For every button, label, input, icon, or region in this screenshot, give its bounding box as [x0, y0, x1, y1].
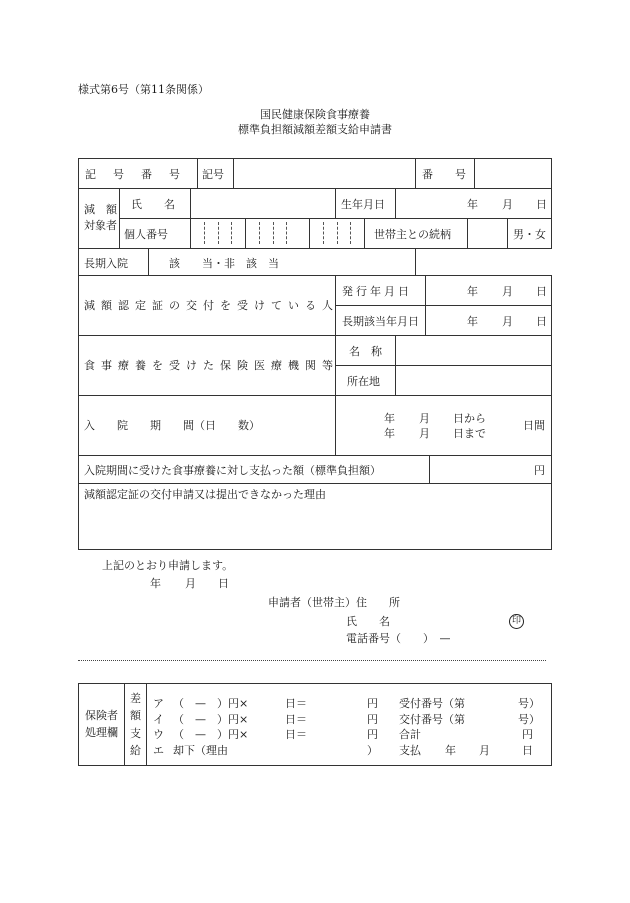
seibetsu-label: 男・女 [513, 228, 546, 241]
row-kigou-bangou [79, 159, 552, 189]
bangou-label: 番 号 [422, 168, 466, 181]
row-gengaku-taishousha [79, 189, 552, 249]
row-nyuin-kikan [79, 396, 552, 456]
line-b-mark: イ [153, 713, 164, 726]
nichikan-unit: 日間 [523, 419, 545, 432]
row-shiharai-gaku [79, 456, 552, 484]
line-a-mark: ア [153, 697, 164, 710]
shiharai-yen-unit: 円 [534, 464, 545, 477]
line-b-yen: 円 [367, 713, 378, 726]
apply-year: 年 [150, 577, 161, 590]
kigou-label: 記号 [202, 168, 224, 181]
chouki-month: 月 [502, 315, 513, 328]
line-a-yen: 円 [367, 697, 378, 710]
form-number: 様式第6号（第11条関係） [78, 83, 209, 96]
sagaku-char-3: 支 [130, 726, 141, 740]
line-c-days: 日＝ [285, 728, 307, 741]
row-iryou-kikan [79, 336, 552, 396]
to-month: 月 [419, 427, 430, 440]
kyakka-end: ） [367, 744, 378, 757]
choukigaitou-label: 長期該当年月日 [342, 315, 419, 328]
apply-day: 日 [218, 577, 229, 590]
to-year: 年 [384, 427, 395, 440]
kyakka-label: 却下（理由 [173, 744, 228, 757]
from-month: 月 [419, 412, 430, 425]
uketsuke-label: 受付番号（第 [399, 697, 465, 710]
birth-year-unit: 年 [467, 198, 478, 211]
zokugara-label: 世帯主との続柄 [374, 228, 451, 241]
line-a-days: 日＝ [285, 697, 307, 710]
title-line-2: 標準負担額減額差額支給申請書 [238, 123, 392, 136]
row-gengaku-ninteishou [79, 276, 552, 336]
shimei-label: 氏 名 [131, 198, 175, 211]
birth-day-unit: 日 [536, 198, 547, 211]
shiharai-year: 年 [445, 744, 456, 757]
seinengappi-label: 生年月日 [341, 198, 385, 211]
taishousha-label: 対象者 [84, 219, 117, 232]
birth-month-unit: 月 [502, 198, 513, 211]
kigou-cell[interactable] [198, 159, 416, 189]
row-chouki-nyuin [79, 249, 552, 276]
hi-made: 日まで [453, 427, 486, 440]
sagaku-char-4: 給 [130, 743, 141, 757]
sagaku-char-2: 額 [130, 709, 141, 723]
sagaku-char-1: 差 [130, 692, 141, 706]
nyuin-kikan-label: 入 院 期 間（日 数） [84, 419, 260, 432]
shinseisha-name-label: 氏 名 [346, 615, 390, 628]
goukei-label: 合計 [399, 728, 421, 741]
line-c-yen: 円 [367, 728, 378, 741]
hakkou-label: 発行年月日 [342, 285, 412, 298]
line-b-formula: （ — ）円× [173, 713, 249, 726]
line-c-mark: ウ [153, 728, 164, 741]
ninteishou-label: 減額認定証の交付を受けている人 [84, 299, 339, 312]
uketsuke-gou: 号） [518, 697, 540, 710]
line-c-formula: （ — ）円× [173, 728, 249, 741]
shiharai-gaku-label: 入院期間に受けた食事療養に対し支払った額（標準負担額） [84, 464, 381, 477]
koufu-gou: 号） [518, 713, 540, 726]
meishou-label: 名 称 [349, 345, 382, 358]
insurer-detail-cell [147, 684, 552, 766]
title-line-1: 国民健康保険食事療養 [260, 108, 370, 121]
insurer-label-2: 処理欄 [85, 725, 118, 739]
line-b-days: 日＝ [285, 713, 307, 726]
shiharai-month: 月 [479, 744, 490, 757]
apply-month: 月 [185, 577, 196, 590]
hakkou-year: 年 [467, 285, 478, 298]
insurer-table [78, 683, 552, 766]
chouki-day: 日 [536, 315, 547, 328]
gengaku-label: 減 額 [84, 203, 117, 216]
hakkou-day: 日 [536, 285, 547, 298]
cut-line [78, 660, 546, 661]
denwa-label: 電話番号（ ） — [346, 632, 451, 645]
shinseisha-address-label: 申請者（世帯主）住 所 [268, 596, 400, 609]
koufu-label: 交付番号（第 [399, 713, 465, 726]
kigou-bangou-label: 記 号 番 号 [79, 159, 198, 189]
goukei-yen: 円 [522, 728, 533, 741]
insurer-label-cell [79, 684, 125, 766]
seal-icon: 印 [509, 614, 524, 629]
gaitou-option[interactable]: 該 当・非 該 当 [169, 257, 279, 270]
iryou-kikan-label: 食事療養を受けた保険医療機関等 [84, 359, 339, 372]
row-riyuu [79, 484, 552, 550]
hakkou-month: 月 [502, 285, 513, 298]
line-a-formula: （ — ）円× [173, 697, 249, 710]
hi-kara: 日から [453, 412, 486, 425]
declaration: 上記のとおり申請します。 [102, 559, 234, 572]
from-year: 年 [384, 412, 395, 425]
line-d-mark: エ [153, 744, 164, 757]
chouki-nyuin-label: 長期入院 [84, 257, 128, 270]
chouki-year: 年 [467, 315, 478, 328]
sagaku-cell [125, 684, 147, 766]
shozaichi-label: 所在地 [347, 375, 380, 388]
riyuu-label: 減額認定証の交付申請又は提出できなかった理由 [84, 488, 326, 501]
main-form-table [78, 158, 552, 550]
insurer-label-1: 保険者 [85, 709, 118, 722]
shiharai-day: 日 [522, 744, 533, 757]
bangou-cell[interactable] [416, 159, 552, 189]
kojin-bangou-label: 個人番号 [124, 228, 168, 241]
shiharai-label: 支払 [399, 744, 421, 757]
